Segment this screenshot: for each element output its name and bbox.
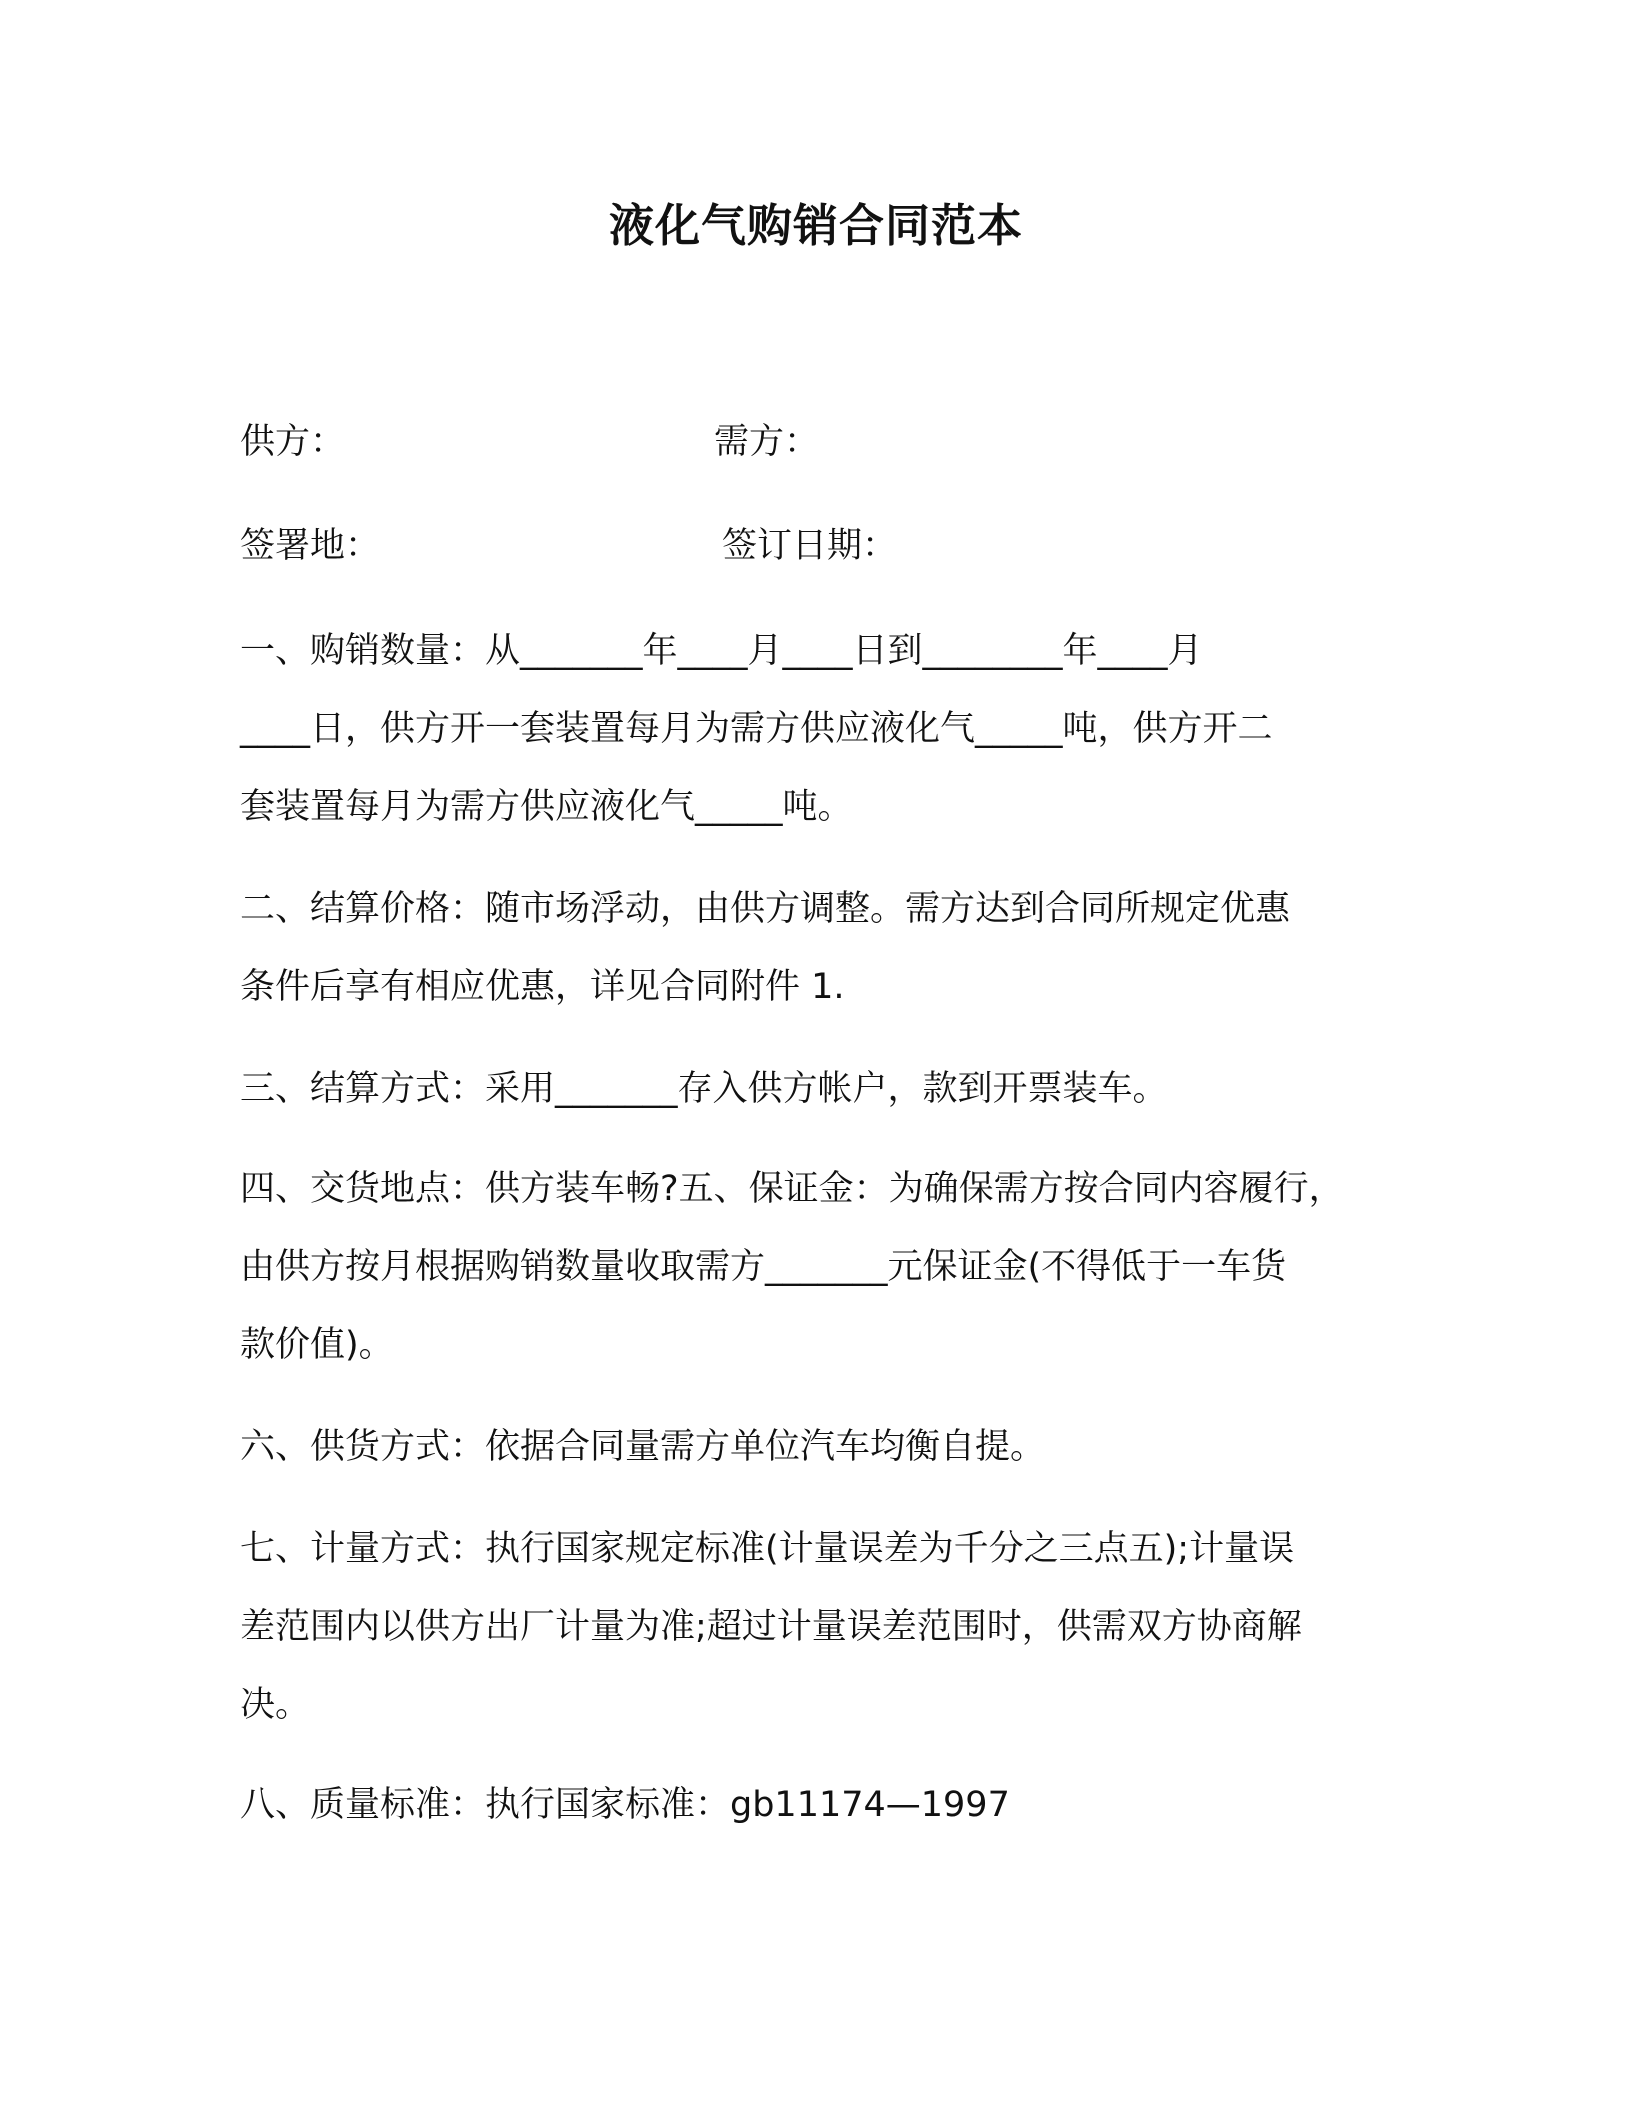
document-title: 液化气购销合同范本 <box>608 199 1023 252</box>
clause-2-settlement-price <box>240 870 1400 1026</box>
clause-6-supply-method <box>240 1408 1400 1486</box>
clause-7-measurement-method <box>240 1510 1400 1744</box>
clause-line: 套装置每月为需方供应液化气_____吨。 <box>240 787 853 827</box>
clause-line: 差范围内以供方出厂计量为准;超过计量误差范围时，供需双方协商解 <box>240 1607 1302 1647</box>
clause-line: ____日，供方开一套装置每月为需方供应液化气_____吨，供方开二 <box>240 709 1273 749</box>
clause-line: 二、结算价格：随市场浮动，由供方调整。需方达到合同所规定优惠 <box>240 889 1291 929</box>
clause-line: 八、质量标准：执行国家标准：gb11174—1997 <box>240 1785 1010 1825</box>
clause-line: 三、结算方式：采用_______存入供方帐户，款到开票装车。 <box>240 1069 1168 1109</box>
clause-line: 六、供货方式：依据合同量需方单位汽车均衡自提。 <box>240 1427 1046 1467</box>
sign-place-label: 签署地： <box>240 526 381 566</box>
clause-3-settlement-method <box>240 1050 1400 1128</box>
clause-line: 七、计量方式：执行国家规定标准(计量误差为千分之三点五);计量误 <box>240 1529 1295 1569</box>
clause-line: 由供方按月根据购销数量收取需方_______元保证金(不得低于一车货 <box>240 1247 1287 1287</box>
clause-1-purchase-quantity <box>240 612 1400 846</box>
supplier-label: 供方： <box>240 422 346 462</box>
buyer-label: 需方： <box>714 422 820 462</box>
clause-4-delivery-and-deposit <box>240 1150 1400 1384</box>
sign-date-label: 签订日期： <box>722 526 898 566</box>
clause-8-quality-standard <box>240 1766 1400 1844</box>
clause-line: 四、交货地点：供方装车畅?五、保证金：为确保需方按合同内容履行， <box>240 1169 1344 1209</box>
clause-line: 款价值)。 <box>240 1325 394 1365</box>
clause-line: 条件后享有相应优惠，详见合同附件 1. <box>240 967 845 1007</box>
clause-line: 决。 <box>240 1685 311 1725</box>
clause-line: 一、购销数量：从_______年____月____日到________年____月 <box>240 631 1203 671</box>
